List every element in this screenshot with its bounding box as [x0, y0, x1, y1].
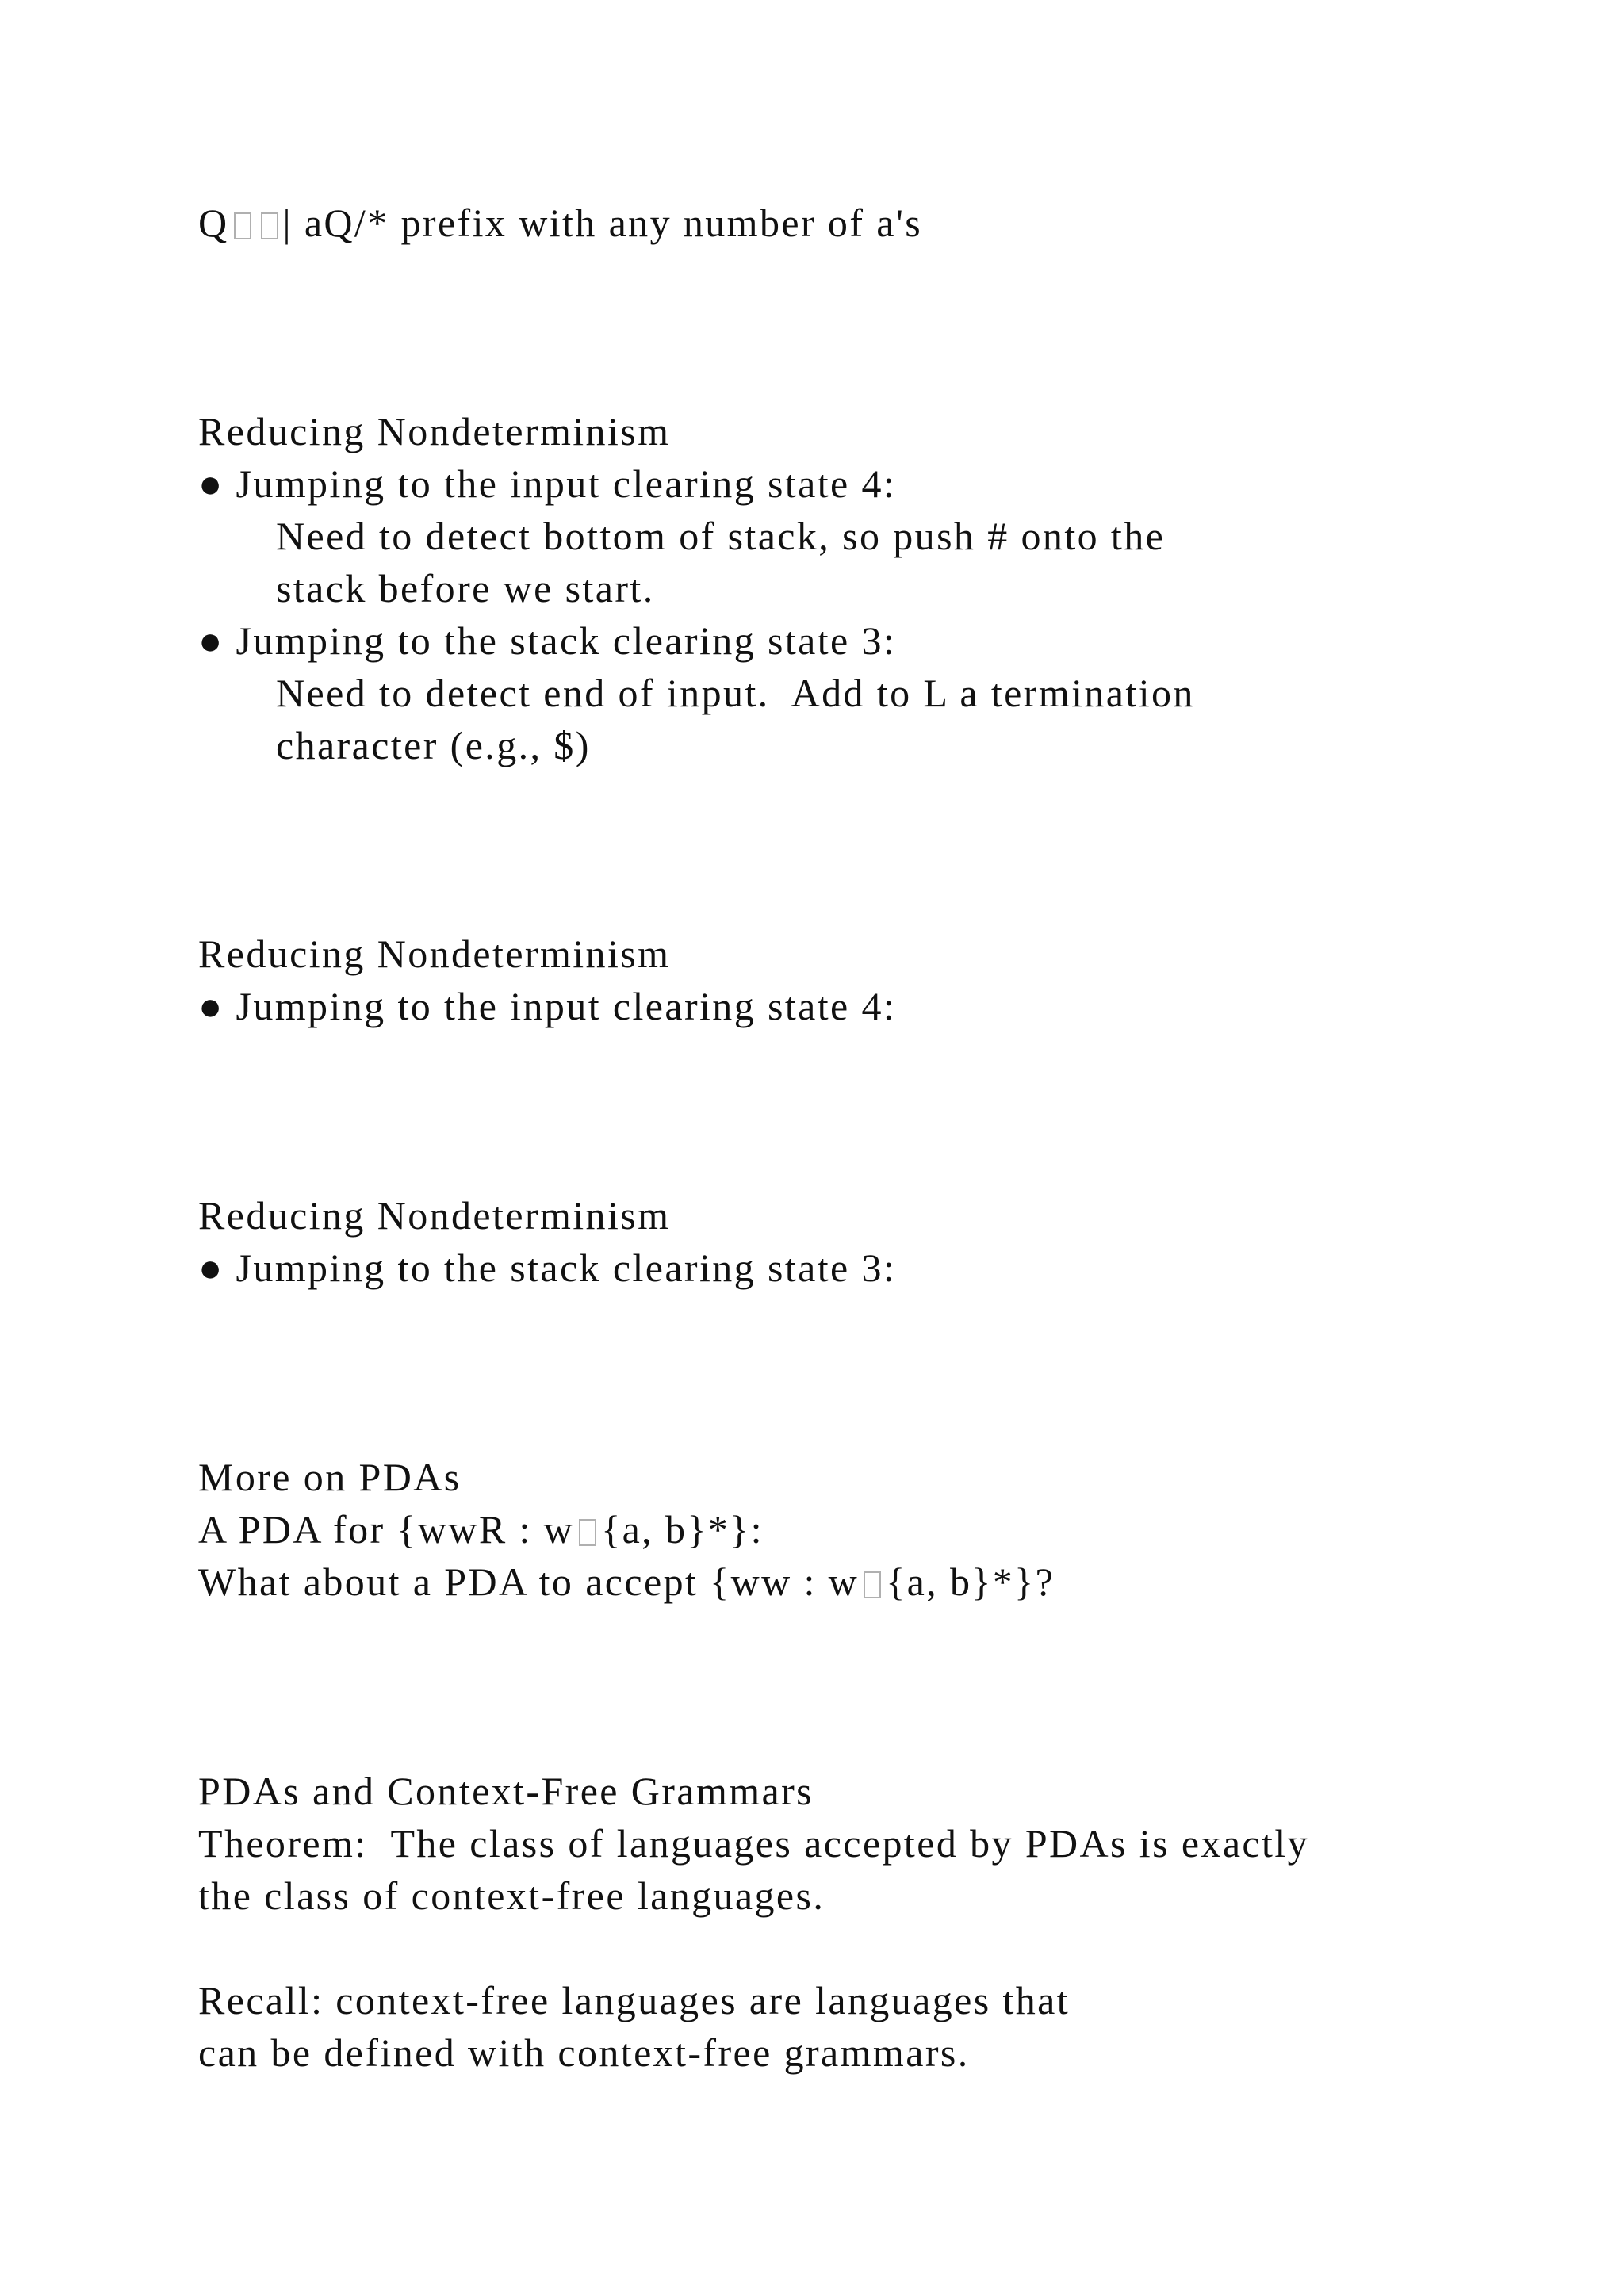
missing-glyph-icon: [234, 212, 251, 239]
bullet-detail: Need to detect bottom of stack, so push # onto the: [276, 514, 1166, 558]
section-heading: Reducing Nondeterminism: [198, 1193, 671, 1238]
bullet-detail: character (e.g., $): [276, 723, 591, 767]
pda-ww-text-a: What about a PDA to accept {ww : w: [198, 1559, 860, 1604]
missing-glyph-icon: [579, 1519, 596, 1546]
bullet-item: ● Jumping to the input clearing state 4:: [198, 984, 897, 1028]
recall-line: can be defined with context-free grammars.: [198, 2030, 970, 2075]
top-rule-line: [198, 197, 922, 249]
bullet-item: ● Jumping to the input clearing state 4:: [198, 461, 897, 506]
section-heading: PDAs and Context-Free Grammars: [198, 1769, 814, 1813]
pda-wwr-line: [198, 1503, 764, 1556]
pda-ww-text-b: {a, b}*}?: [886, 1559, 1055, 1604]
missing-glyph-icon: [261, 212, 278, 239]
bullet-detail: Need to detect end of input. Add to L a termination: [276, 671, 1195, 715]
bullet-item: ● Jumping to the stack clearing state 3:: [198, 618, 897, 663]
pda-wwr-text-a: A PDA for {wwR : w: [198, 1507, 575, 1552]
theorem-line: Theorem: The class of languages accepted by PDAs is exactly: [198, 1821, 1310, 1866]
missing-glyph-icon: [864, 1571, 881, 1598]
section-heading: Reducing Nondeterminism: [198, 932, 671, 976]
top-rule-rest: | aQ/* prefix with any number of a's: [282, 201, 923, 245]
section-heading: More on PDAs: [198, 1455, 462, 1499]
pda-wwr-text-b: {a, b}*}:: [601, 1507, 764, 1552]
section-heading: Reducing Nondeterminism: [198, 409, 671, 453]
top-rule-prefix: Q: [198, 201, 229, 245]
recall-line: Recall: context-free languages are languages that: [198, 1978, 1071, 2022]
bullet-item: ● Jumping to the stack clearing state 3:: [198, 1246, 897, 1290]
pda-ww-line: [198, 1556, 1055, 1608]
theorem-line: the class of context-free languages.: [198, 1873, 825, 1918]
bullet-detail: stack before we start.: [276, 566, 655, 610]
